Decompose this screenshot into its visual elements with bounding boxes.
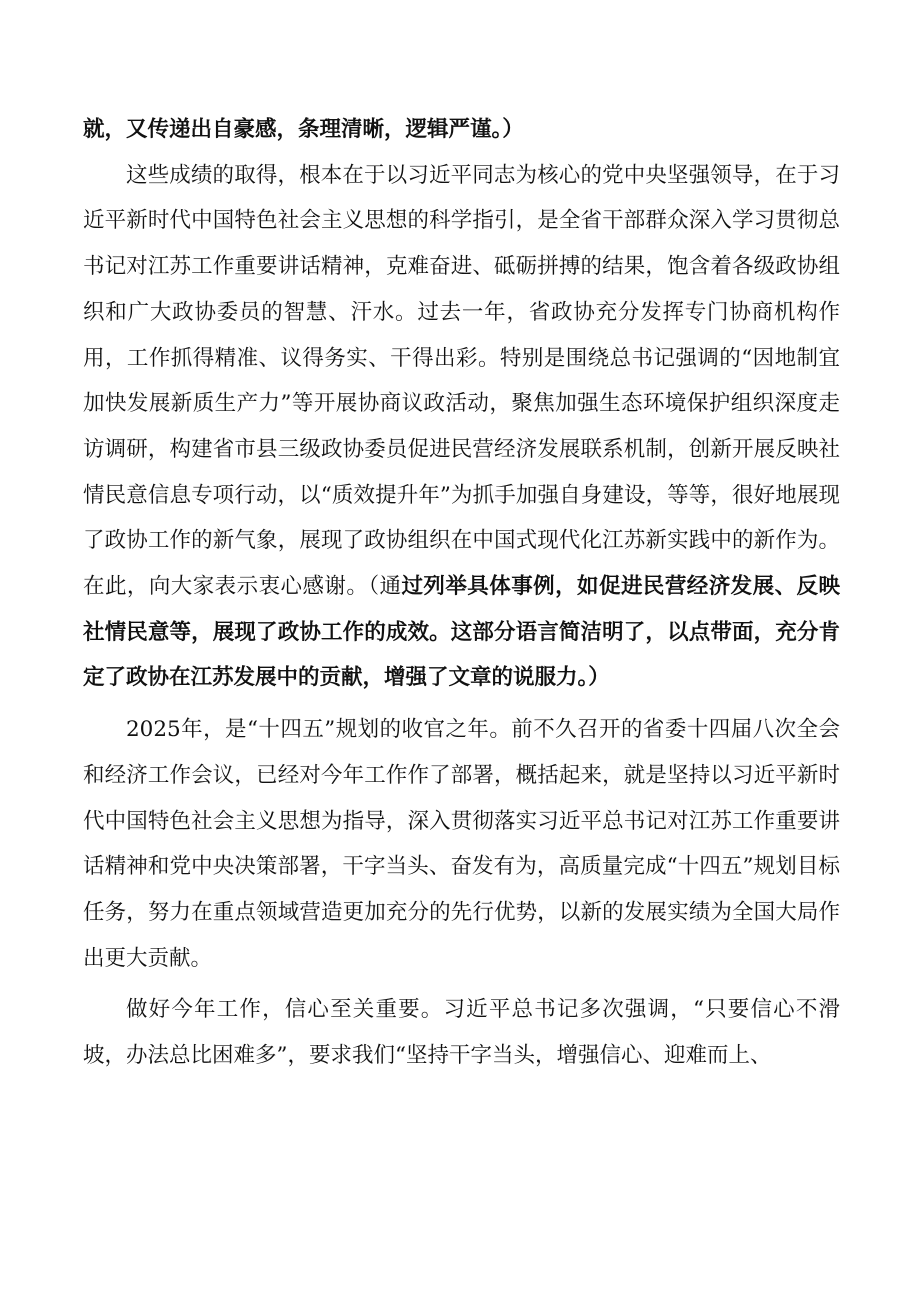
commentary-text: 过列举具体事例，如促进民营经济发展、反映社情民意等，展现了政协工作的成效。这部分语言简洁明了，以点带面，充分肯定了政协在江苏发展中的贡献，增强了文章的说服力。） (83, 574, 840, 691)
paragraph-2025-plan (83, 707, 840, 981)
commentary-text: 就，又传递出自豪感，条理清晰，逻辑严谨。） (83, 117, 524, 142)
body-text: 2025年，是“十四五”规划的收官之年。前不久召开的省委十四届八次全会和经济工作会议，已经对今年工作作了部署，概括起来，就是坚持以习近平新时代中国特色社会主义思想为指导，深入贯彻落实习近平总书记对江苏工作重要讲话精神和党中央决策部署，干字当头、奋发有为，高质量完成“十四五”规划目标任务，努力在重点领域营造更加充分的先行优势，以新的发展实绩为全国大局作出更大贡献。 (83, 717, 840, 971)
body-text: 这些成绩的取得，根本在于以习近平同志为核心的党中央坚强领导，在于习近平新时代中国特色社会主义思想的科学指引，是全省干部群众深入学习贯彻总书记对江苏工作重要讲话精神，克难奋进、砥砺拼搏的结果，饱含着各级政协组织和广大政协委员的智慧、汗水。过去一年，省政协充分发挥专门协商机构作用，工作抓得精准、议得务实、干得出彩。特别是围绕总书记强调的“因地制宜加快发展新质生产力”等开展协商议政活动，聚焦加强生态环境保护组织深度走访调研，构建省市县三级政协委员促进民营经济发展联系机制，创新开展反映社情民意信息专项行动，以“质效提升年”为抓手加强自身建设，等等，很好地展现了政协工作的新气象，展现了政协组织在中国式现代化江苏新实践中的新作为。在此，向大家表示衷心感谢。（通 (83, 162, 840, 600)
paragraph-commentary-end (83, 107, 840, 153)
paragraph-achievements (83, 153, 840, 701)
body-text: 做好今年工作，信心至关重要。习近平总书记多次强调，“只要信心不滑坡，办法总比困难多”，要求我们“坚持干字当头，增强信心、迎难而上、 (83, 997, 840, 1069)
paragraph-confidence (83, 987, 840, 1078)
